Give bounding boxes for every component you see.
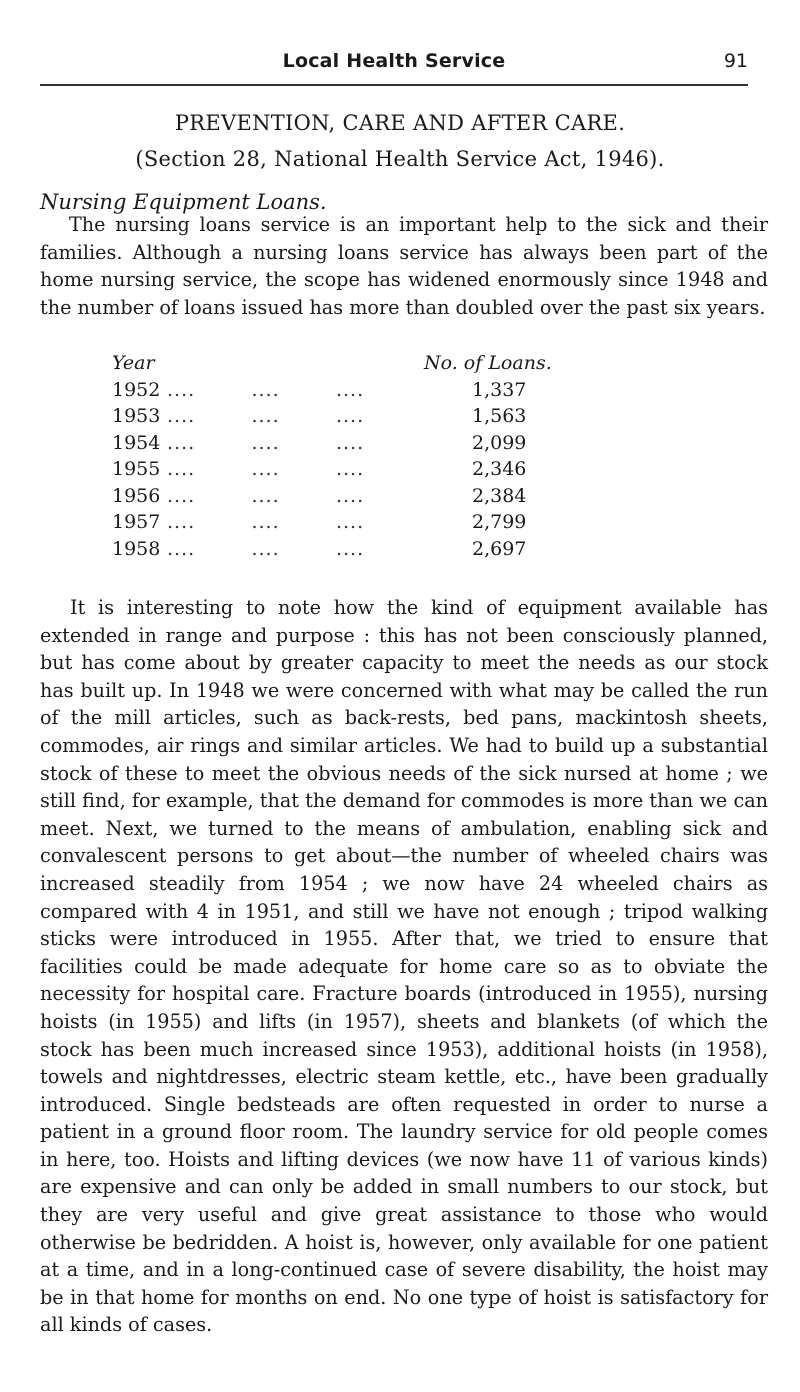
row-loans: 1,337 xyxy=(472,378,527,401)
row-loans: 2,799 xyxy=(472,511,527,533)
row-year: 1953 xyxy=(112,405,161,427)
table-row xyxy=(112,377,672,404)
row-loans: 1,563 xyxy=(472,405,527,427)
row-loans: 2,697 xyxy=(472,537,527,560)
dot-leader: .... .... .... xyxy=(167,511,365,533)
row-year: 1952 xyxy=(112,378,161,401)
subheading: Nursing Equipment Loans. xyxy=(40,190,327,214)
row-year: 1954 xyxy=(112,431,161,454)
table-row xyxy=(112,536,672,563)
loans-table xyxy=(112,350,672,562)
row-year: 1957 xyxy=(112,511,161,533)
running-header xyxy=(40,44,748,86)
table-row xyxy=(112,403,672,430)
intro-paragraph: The nursing loans service is an important help to the sick and their families. Although a nursing loans service has always been part of the home nursing service, the scope has widened enormously since 1948 and the number of loans issued has more than doubled over the past six years. xyxy=(40,213,768,319)
row-loans: 2,346 xyxy=(472,458,527,480)
row-year: 1955 xyxy=(112,458,161,480)
dot-leader: .... .... .... xyxy=(167,458,365,480)
row-year: 1956 xyxy=(112,484,161,507)
running-title: Local Health Service xyxy=(282,50,506,72)
table-header-row xyxy=(112,350,672,377)
row-year: 1958 xyxy=(112,537,161,560)
body-paragraph: It is interesting to note how the kind of equipment available has extended in range and purpose : this has not been consciously planned, but has come about by greater capacity to meet the needs as our stock has built up. In 1948 we were concerned with what may be called the run of the mill articles, such as back-rests, bed pans, mackintosh sheets, commodes, air rings and similar articles. We had to build up a substantial stock of these to meet the obvious needs of the sick nursed at home ; we still find, for example, that the demand for commodes is more than we can meet. Next, we turned to the means of ambulation, enabling sick and convalescent persons to get about—the number of wheeled chairs was increased steadily from 1954 ; we now have 24 wheeled chairs as compared with 4 in 1951, and still we have not enough ; tripod walking sticks were introduced in 1955. After that, we tried to ensure that facilities could be made adequate for home care so as to obviate the necessity for hospital care. Fracture boards (introduced in 1955), nursing hoists (in 1955) and lifts (in 1957), sheets and blankets (of which the stock has been much increased since 1953), additional hoists (in 1958), towels and nightdresses, electric steam kettle, etc., have been gradually introduced. Single bedsteads are often requested in order to nurse a patient in a ground floor room. The laundry service for old people comes in here, too. Hoists and lifting devices (we now have 11 of various kinds) are expensive and can only be added in small numbers to our stock, but they are very useful and give great assistance to those who would otherwise be bedridden. A hoist is, however, only available for one patient at a time, and in a long-continued case of severe disability, the hoist may be in that home for months on end. No one type of hoist is satisfactory for all kinds of cases. xyxy=(40,596,768,1337)
row-loans: 2,099 xyxy=(472,431,527,454)
loans-column-header: No. of Loans. xyxy=(424,352,552,374)
table-row xyxy=(112,456,672,483)
section-subtitle: (Section 28, National Health Service Act, 1946). xyxy=(135,147,665,171)
dot-leader: .... .... .... xyxy=(167,405,365,427)
year-column-header: Year xyxy=(112,352,155,374)
section-title: PREVENTION, CARE AND AFTER CARE. xyxy=(174,111,626,135)
dot-leader: .... .... .... xyxy=(167,378,365,401)
dot-leader: .... .... .... xyxy=(167,537,365,560)
dot-leader: .... .... .... xyxy=(167,431,365,454)
page-number: 91 xyxy=(723,50,748,72)
table-row xyxy=(112,509,672,536)
table-row xyxy=(112,483,672,510)
row-loans: 2,384 xyxy=(472,484,527,507)
table-row xyxy=(112,430,672,457)
dot-leader: .... .... .... xyxy=(167,484,365,507)
